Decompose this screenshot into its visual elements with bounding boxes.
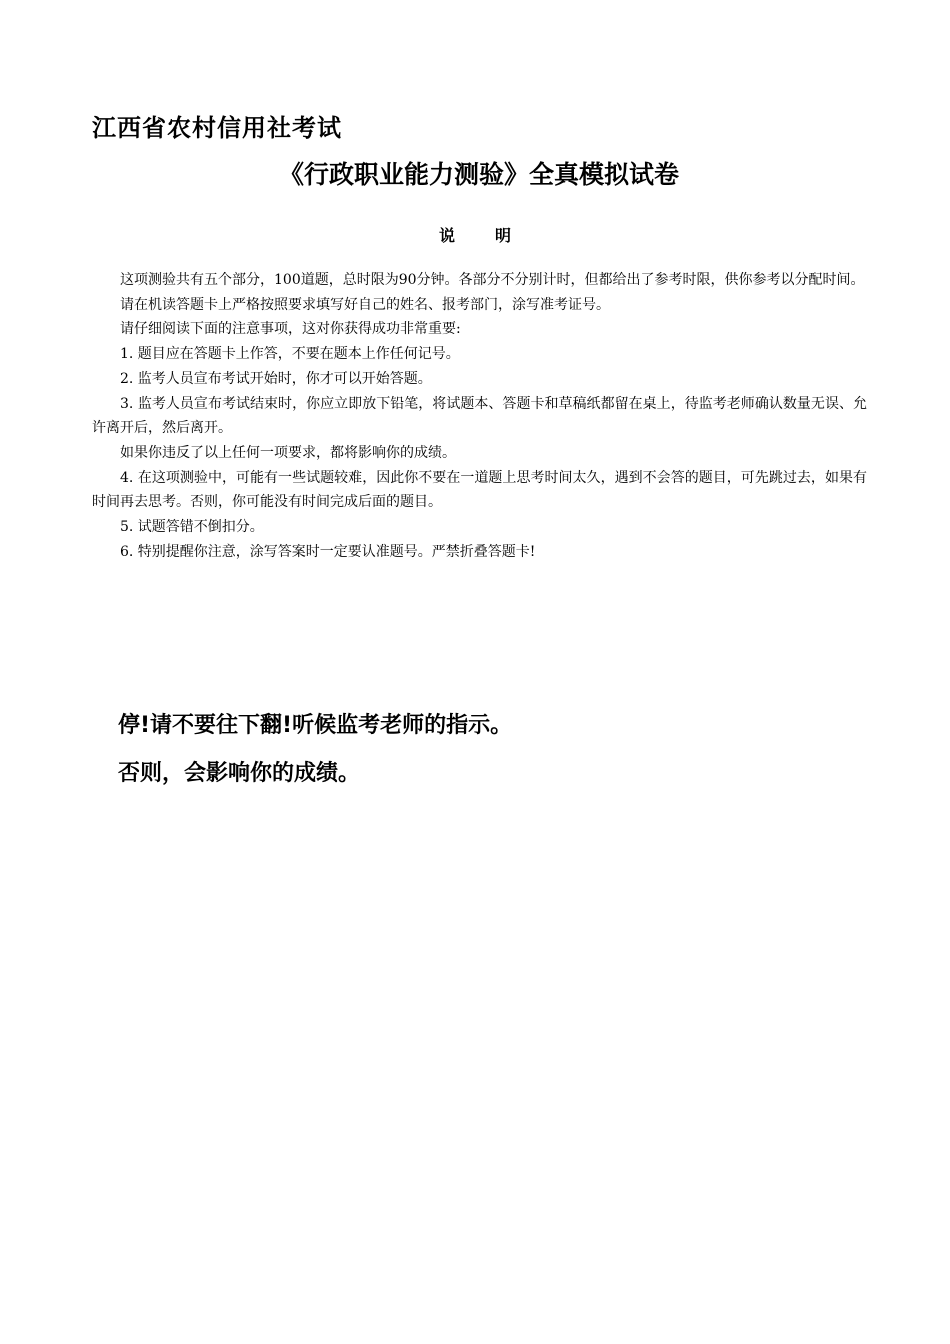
instruction-item: 4. 在这项测验中，可能有一些试题较难，因此你不要在一道题上思考时间太久，遇到不会答的题目，可先跳过去，如果有时间再去思考。否则，你可能没有时间完成后面的题目。 bbox=[92, 469, 867, 511]
warning-line: 否则，会影响你的成绩。 bbox=[118, 761, 361, 786]
exam-title: 江西省农村信用社考试 bbox=[92, 113, 342, 142]
instruction-item: 2. 监考人员宣布考试开始时，你才可以开始答题。 bbox=[120, 370, 432, 387]
instruction-item: 6. 特别提醒你注意，涂写答案时一定要认准题号。严禁折叠答题卡! bbox=[120, 543, 536, 560]
instruction-paragraph: 如果你违反了以上任何一项要求，都将影响你的成绩。 bbox=[120, 444, 456, 461]
stop-warning bbox=[118, 702, 512, 798]
paper-title: 《行政职业能力测验》全真模拟试卷 bbox=[278, 160, 679, 189]
instruction-paragraph: 请在机读答题卡上严格按照要求填写好自己的姓名、报考部门，涂写准考证号。 bbox=[120, 296, 610, 313]
instruction-item: 1. 题目应在答题卡上作答，不要在题本上作任何记号。 bbox=[120, 346, 460, 363]
instruction-item: 3. 监考人员宣布考试结束时，你应立即放下铅笔，将试题本、答题卡和草稿纸都留在桌上，待监考老师确认数量无误、允许离开后，然后离开。 bbox=[92, 395, 867, 437]
instructions-heading: 说明 bbox=[438, 226, 551, 245]
instructions-body bbox=[92, 268, 867, 564]
instruction-item: 5. 试题答错不倒扣分。 bbox=[120, 519, 264, 536]
instruction-paragraph: 请仔细阅读下面的注意事项，这对你获得成功非常重要: bbox=[120, 321, 461, 338]
instruction-paragraph: 这项测验共有五个部分，100道题，总时限为90分钟。各部分不分别计时，但都给出了参考时限，供你参考以分配时间。 bbox=[120, 272, 865, 288]
warning-line: 停!请不要往下翻!听候监考老师的指示。 bbox=[118, 713, 513, 738]
